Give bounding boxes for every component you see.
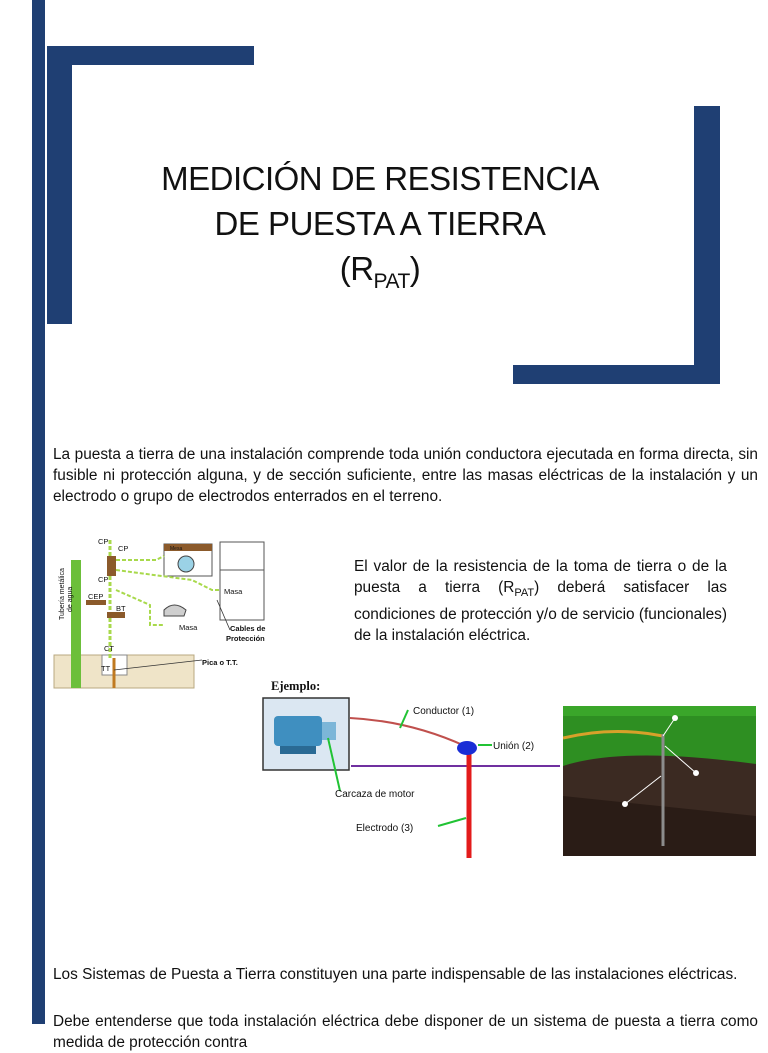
label-tt: TT — [101, 664, 111, 673]
label-cep: CEP — [88, 592, 104, 601]
example-heading: Ejemplo: — [271, 679, 321, 693]
label-pica: Pica o T.T. — [202, 658, 238, 667]
label-mesa: Mesa — [170, 546, 183, 552]
title-line-3 — [120, 246, 640, 304]
label-ct: CT — [104, 644, 114, 653]
label-electrodo: Electrodo (3) — [356, 823, 414, 834]
corner-bracket-bottom-right-horizontal — [513, 365, 720, 384]
corner-bracket-top-left-horizontal — [47, 46, 254, 65]
label-cp-3: CP — [98, 575, 109, 584]
title-close-paren: ) — [409, 250, 421, 287]
label-cables: Cables de — [230, 624, 266, 633]
title-line-1: MEDICIÓN DE RESISTENCIA — [161, 160, 599, 197]
example-diagram — [260, 676, 560, 862]
title-line-2: DE PUESTA A TIERRA — [214, 205, 546, 242]
label-agua: de agua — [67, 586, 74, 612]
label-conductor: Conductor (1) — [413, 706, 475, 717]
resistance-text-after: ) deberá satisfacer las condiciones de protección y/o de servicio (funcionales) de la instalación eléctrica. — [354, 579, 727, 645]
label-bt: BT — [116, 604, 126, 613]
resistance-subscript: PAT — [514, 587, 535, 600]
label-masa-1: Masa — [224, 587, 243, 596]
title-subscript: PAT — [373, 270, 410, 293]
label-carcaza: Carcaza de motor — [335, 789, 415, 800]
label-union: Unión (2) — [493, 741, 535, 752]
label-masa-2: Masa — [179, 623, 198, 632]
label-proteccion: Protección — [226, 634, 265, 643]
label-cp-2: CP — [118, 544, 129, 553]
union-joint — [457, 741, 477, 755]
water-pipe — [71, 560, 81, 688]
resistance-text-before: El valor de la resistencia de la toma de tierra o de la puesta a tierra (R — [354, 558, 727, 596]
title-r: (R — [339, 250, 374, 287]
resistance-paragraph — [354, 556, 727, 646]
grounding-installation-diagram — [52, 520, 270, 690]
corner-bracket-top-left-vertical — [47, 46, 72, 324]
page-title — [120, 156, 640, 304]
label-tuberia: Tubería metálica — [59, 568, 66, 620]
grounding-rod-photo — [563, 706, 756, 856]
left-accent-bar — [32, 0, 45, 1024]
refrigerator — [220, 542, 264, 620]
corner-bracket-bottom-right-vertical — [694, 106, 720, 384]
continuation-paragraph: Debe entenderse que toda instalación eléctrica debe disponer de un sistema de puesta a tierra como medida de protección contra — [53, 1013, 758, 1051]
systems-paragraph: Los Sistemas de Puesta a Tierra constituyen una parte indispensable de las instalaciones eléctricas. — [53, 966, 738, 983]
cp-box — [107, 556, 116, 576]
conductor-line — [350, 718, 465, 746]
label-cp-1: CP — [98, 537, 109, 546]
intro-paragraph: La puesta a tierra de una instalación comprende toda unión conductora ejecutada en forma directa, sin fusible ni protección alguna, y de sección suficiente, entre las masas eléctricas de la instalación y un electrodo o grupo de electrodos enterrados en el terreno. — [53, 446, 758, 505]
